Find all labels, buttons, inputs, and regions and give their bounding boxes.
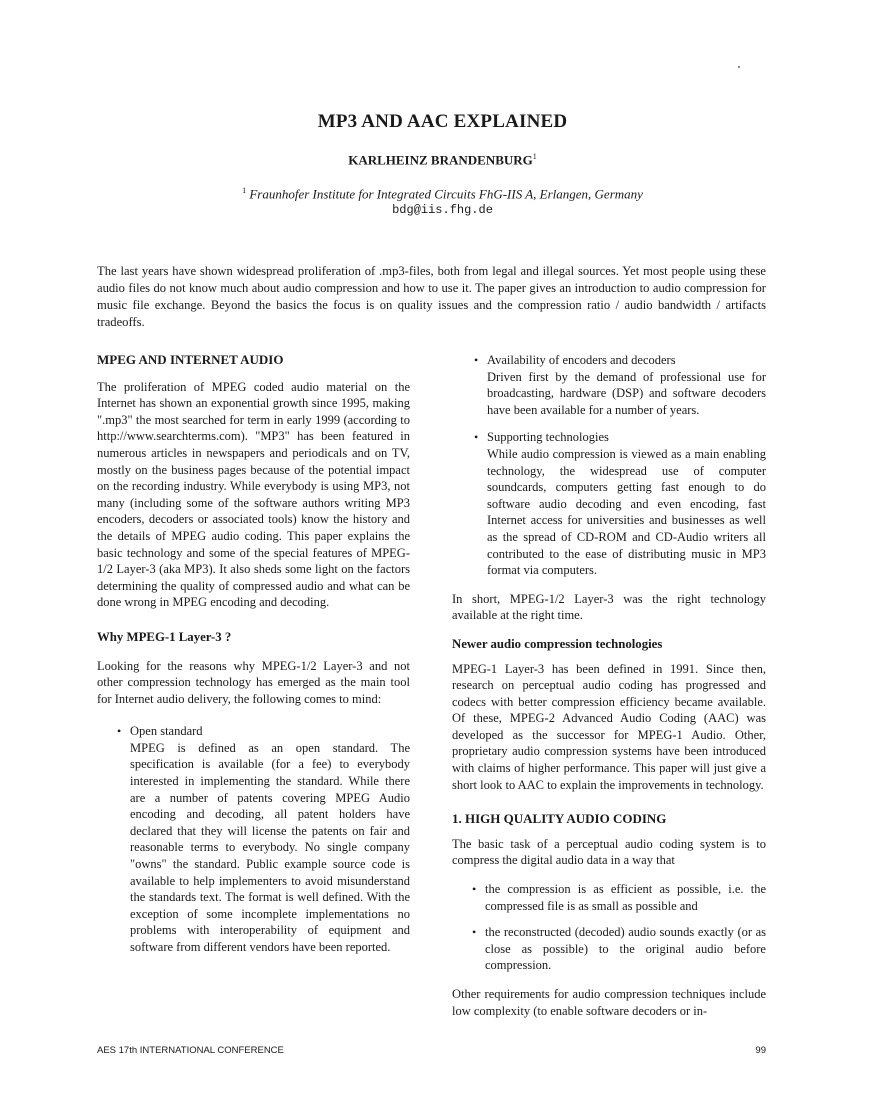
list-item-text: • the reconstructed (decoded) audio sounds exactly (or as close as possible) to the original audio before compression. [485,925,766,973]
paragraph-newer-technologies: MPEG-1 Layer-3 has been defined in 1991. Since then, research on perceptual audio coding has progressed and codecs with better compression efficiency became available. Of these, MPEG-2 Advanced Audio Coding (AAC) was developed as the successor for MPEG-1 Audio. Other, proprietary audio compression systems have been introduced with claims of higher performance. This paper will just give a short look to AAC to explain the improvements in technology. [452,661,766,792]
list-item-text: • the compression is as efficient as possible, i.e. the compressed file is as small as possible and [485,882,766,913]
section-heading-high-quality-audio-coding: 1. HIGH QUALITY AUDIO CODING [452,811,667,827]
list-item-text: MPEG is defined as an open standard. The specification is available (for a fee) to everybody interested in implementing the standard. While there are a number of patents covering MPEG Audio encoding and decoding, all patent holders have declared that they will license the patents on fair and reasonable terms to everybody. No single company "owns" the standard. Public example source code is available to help implementers to avoid misunderstand the standards text. The format is well defined. With the exception of some incomplete implementations no problems with interoperability of equipment and software from different vendors have been reported. [130,740,410,954]
author-mark: 1 [532,152,537,161]
abstract: The last years have shown widespread proliferation of .mp3-files, both from legal and illegal sources. Yet most people using these audio files do not know much about audio compression and how to use it. The paper gives an introduction to audio compression for music file exchange. Beyond the basics the focus is on quality issues and the compression ratio / audio bandwidth / artifacts tradeoffs. [97,264,766,329]
paragraph-in-short: In short, MPEG-1/2 Layer-3 was the right technology available at the right time. [452,591,766,623]
reasons-list [117,723,410,955]
left-column [97,352,410,956]
coding-goals-list [472,881,766,974]
author-email: bdg@iis.fhg.de [392,203,493,217]
paragraph-other-requirements: Other requirements for audio compression techniques include low complexity (to enable software decoders or in- [452,987,766,1018]
paragraph-basic-task: The basic task of a perceptual audio coding system is to compress the digital audio data in a way that [452,836,766,868]
subsection-heading-newer-technologies: Newer audio compression technologies [452,636,663,651]
list-item-text: While audio compression is viewed as a main enabling technology, the widespread use of computer soundcards, computers getting fast enough to do software audio decoding and even encoding, fast Internet access for universities and businesses as well as the spread of CD-ROM and CD-Audio writers all contributed to the ease of distributing music in MP3 format via computers. [487,446,766,578]
list-item-supporting-technologies [474,429,766,578]
paragraph-reasons: Looking for the reasons why MPEG-1/2 Layer-3 and not other compression technology has emerged as the main tool for Internet audio delivery, the following comes to mind: [97,658,410,706]
paragraph-proliferation: The proliferation of MPEG coded audio material on the Internet has shown an exponential growth since 1995, making ".mp3" the most searched for term in early 1999 (according to http://www.searchterms.com). "MP3" has been featured in numerous articles in newspapers and periodicals and on TV, mostly on the business pages because of the potential impact on the recording industry. While everybody is using MP3, not many (including some of the software authors writing MP3 encoders, decoders or associated tools) know the history and the details of MPEG audio coding. This paper explains the basic technology and some of the special features of MPEG-1/2 Layer-3 (aka MP3). It also sheds some light on the factors determining the quality of compressed audio and what can be done wrong in MPEG encoding and decoding. [97,379,410,610]
subsection-heading-why-mpeg: Why MPEG-1 Layer-3 ? [97,629,232,644]
reasons-list-continued [474,352,766,579]
footer-conference: AES 17th INTERNATIONAL CONFERENCE [97,1045,284,1056]
affiliation-line [0,186,885,202]
list-item-heading: • Open standard [130,724,203,739]
list-item-availability [474,352,766,418]
list-item-reconstructed-audio [472,924,766,974]
list-item-open-standard [117,723,410,955]
section-heading-mpeg-internet-audio: MPEG AND INTERNET AUDIO [97,352,284,367]
right-column [452,352,766,1019]
list-item-heading: • Availability of encoders and decoders [487,353,676,367]
list-item-text: Driven first by the demand of professional use for broadcasting, hardware (DSP) and software decoders have been available for a number of years. [487,369,766,417]
list-item-compression-efficient [472,881,766,914]
author-line [0,152,885,168]
affiliation-text: Fraunhofer Institute for Integrated Circuits FhG-IIS A, Erlangen, Germany [249,186,643,202]
author-name: KARLHEINZ BRANDENBURG [348,152,533,168]
paper-title: MP3 AND AAC EXPLAINED [317,111,568,132]
scan-speck [738,66,740,68]
page-number: 99 [755,1045,766,1056]
affiliation-mark: 1 [242,186,247,195]
list-item-heading: • Supporting technologies [487,430,609,445]
